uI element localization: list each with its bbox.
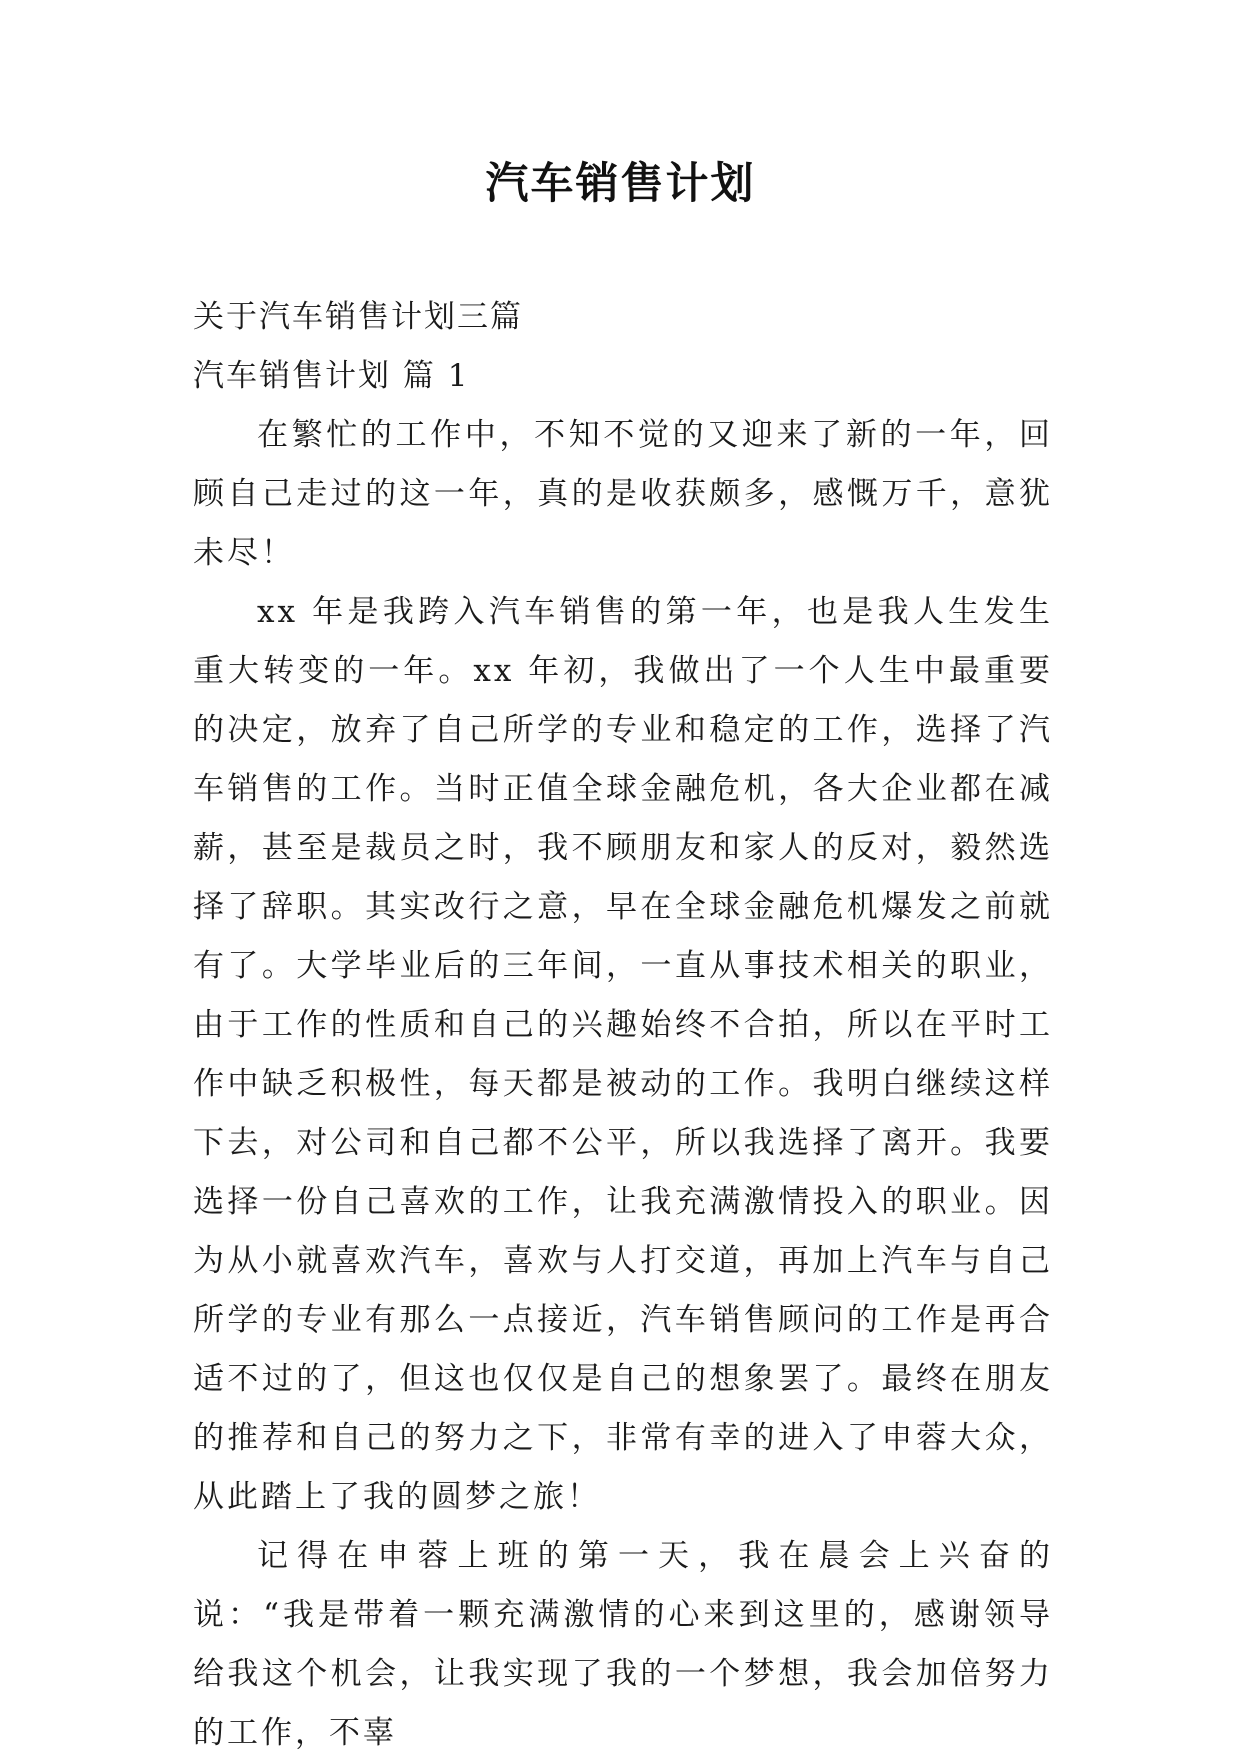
document-body (193, 288, 1053, 1763)
section-heading: 汽车销售计划 篇 1 (193, 358, 470, 394)
document-title: 汽车销售计划 (485, 159, 756, 209)
paragraph: 记得在申蓉上班的第一天，我在晨会上兴奋的说：“我是带着一颗充满激情的心来到这里的，感谢领导给我这个机会，让我实现了我的一个梦想，我会加倍努力的工作，不辜 (193, 1538, 1053, 1751)
paragraph: 在繁忙的工作中，不知不觉的又迎来了新的一年，回顾自己走过的这一年，真的是收获颇多，感慨万千，意犹未尽！ (193, 417, 1053, 571)
paragraph: xx 年是我跨入汽车销售的第一年，也是我人生发生重大转变的一年。xx 年初，我做出了一个人生中最重要的决定，放弃了自己所学的专业和稳定的工作，选择了汽车销售的工作。当时正值全球金融危机，各大企业都在减薪，甚至是裁员之时，我不顾朋友和家人的反对，毅然选择了辞职。其实改行之意，早在全球金融危机爆发之前就有了。大学毕业后的三年间，一直从事技术相关的职业，由于工作的性质和自己的兴趣始终不合拍，所以在平时工作中缺乏积极性，每天都是被动的工作。我明白继续这样下去，对公司和自己都不公平，所以我选择了离开。我要选择一份自己喜欢的工作，让我充满激情投入的职业。因为从小就喜欢汽车，喜欢与人打交道，再加上汽车与自己所学的专业有那么一点接近，汽车销售顾问的工作是再合适不过的了，但这也仅仅是自己的想象罢了。最终在朋友的推荐和自己的努力之下，非常有幸的进入了申蓉大众，从此踏上了我的圆梦之旅！ (193, 594, 1053, 1515)
document-subtitle: 关于汽车销售计划三篇 (193, 299, 523, 335)
